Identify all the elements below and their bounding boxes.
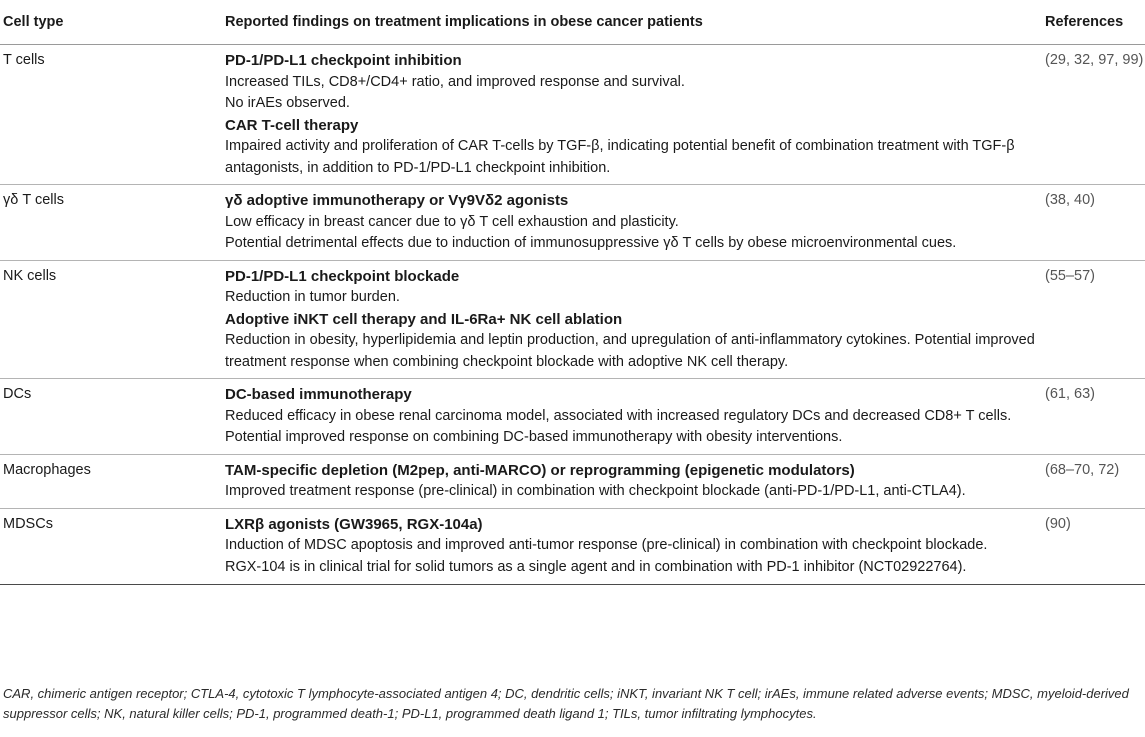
findings-cell: [219, 260, 1039, 379]
table-row: [0, 508, 1145, 585]
table-row: [0, 260, 1145, 379]
finding-text: Impaired activity and proliferation of CAR T-cells by TGF-β, indicating potential benefit of combination treatment with TGF-β antagonists, in addition to PD-1/PD-L1 checkpoint inhibition.: [225, 138, 1015, 176]
finding-text: Induction of MDSC apoptosis and improved anti-tumor response (pre-clinical) in combination with checkpoint blockade.: [225, 537, 988, 553]
therapy-heading: PD-1/PD-L1 checkpoint inhibition: [225, 52, 462, 69]
findings-cell: [219, 379, 1039, 455]
therapy-heading: LXRβ agonists (GW3965, RGX-104a): [225, 515, 483, 533]
finding-text: Reduced efficacy in obese renal carcinoma model, associated with increased regulatory DCs and decreased CD8+ T cells.: [225, 407, 1012, 424]
finding-text: Potential improved response on combining DC-based immunotherapy with obesity interventions.: [225, 429, 843, 445]
cell-type: MDSCs: [0, 508, 219, 585]
table-row: [0, 454, 1145, 508]
findings-cell: [219, 185, 1039, 261]
finding-text: No irAEs observed.: [225, 95, 350, 111]
header-references: References: [1039, 0, 1145, 45]
cell-type: Macrophages: [0, 454, 219, 508]
header-cell-type: Cell type: [0, 0, 219, 45]
finding-text: Improved treatment response (pre-clinical) in combination with checkpoint blockade (anti-PD-1/PD-L1, anti-CTLA4).: [225, 483, 966, 499]
references-cell: (68–70, 72): [1039, 454, 1145, 508]
finding-text: Low efficacy in breast cancer due to γδ T cell exhaustion and plasticity.: [225, 213, 679, 230]
cell-type: NK cells: [0, 260, 219, 379]
table-row: [0, 379, 1145, 455]
references-cell: (90): [1039, 508, 1145, 585]
therapy-heading: DC-based immunotherapy: [225, 386, 412, 403]
therapy-heading: TAM-specific depletion (M2pep, anti-MARCO) or reprogramming (epigenetic modulators): [225, 461, 855, 479]
references-cell: (38, 40): [1039, 185, 1145, 261]
finding-text: RGX-104 is in clinical trial for solid tumors as a single agent and in combination with PD-1 inhibitor (NCT02922764).: [225, 558, 967, 575]
findings-cell: [219, 454, 1039, 508]
cell-type: T cells: [0, 45, 219, 185]
table-header-row: [0, 0, 1145, 45]
finding-text: Potential detrimental effects due to induction of immunosuppressive γδ T cells by obese microenvironmental cues.: [225, 235, 957, 251]
finding-text: Increased TILs, CD8+/CD4+ ratio, and improved response and survival.: [225, 73, 685, 90]
findings-cell: [219, 45, 1039, 185]
header-findings: Reported findings on treatment implications in obese cancer patients: [219, 0, 1039, 45]
finding-text: Reduction in obesity, hyperlipidemia and leptin production, and upregulation of anti-inflammatory cytokines. Potential improved treatment response when combining checkpoint blockade with adoptive NK cell therapy.: [225, 332, 1035, 370]
findings-cell: [219, 508, 1039, 585]
therapy-heading: γδ adoptive immunotherapy or Vγ9Vδ2 agonists: [225, 192, 569, 209]
therapy-heading: Adoptive iNKT cell therapy and IL-6Ra+ NK cell ablation: [225, 310, 623, 328]
table-row: [0, 45, 1145, 185]
references-cell: (29, 32, 97, 99): [1039, 45, 1145, 185]
therapy-heading: CAR T-cell therapy: [225, 116, 359, 134]
table-footnote: CAR, chimeric antigen receptor; CTLA-4, cytotoxic T lymphocyte-associated antigen 4; DC, dendritic cells; iNKT, invariant NK T cell; irAEs, immune related adverse events; MDSC, myeloid-derived suppressor cells; NK, natural killer cells; PD-1, programmed death-1; PD-L1, programmed death ligand 1; TILs, tumor infiltrating lymphocytes.: [3, 686, 1129, 721]
references-cell: (61, 63): [1039, 379, 1145, 455]
cell-type: DCs: [0, 379, 219, 455]
cell-type: γδ T cells: [0, 185, 219, 261]
table-row: [0, 185, 1145, 261]
finding-text: Reduction in tumor burden.: [225, 289, 400, 305]
references-cell: (55–57): [1039, 260, 1145, 379]
therapy-heading: PD-1/PD-L1 checkpoint blockade: [225, 267, 460, 285]
